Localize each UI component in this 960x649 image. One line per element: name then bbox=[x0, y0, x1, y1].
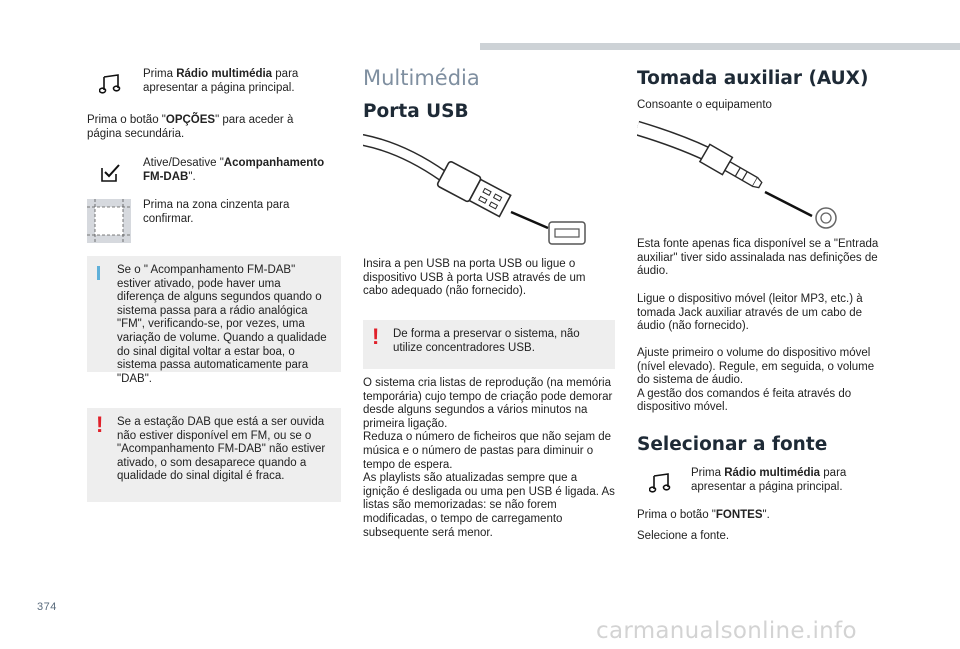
aux-paragraph-2: Ligue o dispositivo móvel (leitor MP3, etc.) à tomada Jack auxiliar através de um cabo de áudio (não fornecido). bbox=[637, 293, 863, 333]
info-note: Se o " Acompanhamento FM-DAB" estiver ativado, pode haver uma diferença de alguns segundos quando o sistema passa para a rádio analógica "FM", verificando-se, por vezes, uma variação de volume. Quando a qualidade do sinal digital voltar a estar boa, o sistema passa automaticamente para "DAB". bbox=[87, 256, 341, 372]
step-confirm bbox=[87, 199, 342, 243]
heading-select-source: Selecionar a fonte bbox=[637, 434, 828, 455]
step-toggle-fm-dab bbox=[87, 157, 342, 184]
options-paragraph: Prima o botão "OPÇÕES" para aceder à página secundária. bbox=[87, 114, 294, 140]
step-text: Prima na zona cinzenta para confirmar. bbox=[143, 199, 290, 225]
page-number: 374 bbox=[37, 601, 57, 613]
exclamation-icon: ! bbox=[96, 412, 104, 437]
step-radio-multimedia bbox=[87, 68, 342, 95]
info-bar-icon bbox=[97, 266, 100, 280]
step-radio-multimedia-2 bbox=[637, 467, 897, 494]
watermark: carmanualsonline.info bbox=[596, 618, 857, 644]
fontes-paragraph: Prima o botão "FONTES". bbox=[637, 509, 770, 521]
music-note-icon bbox=[649, 473, 691, 493]
warning-note-dab: ! Se a estação DAB que está a ser ouvida não estiver disponível em FM, ou se o "Acompanhamento FM-DAB" não estiver ativado, o som desaparece quando a qualidade do sinal digital é fraca. bbox=[87, 408, 341, 502]
aux-paragraph-3: Ajuste primeiro o volume do dispositivo móvel (nível elevado). Regule, em seguida, o volume do sistema de áudio. A gestão dos comandos é feita através do dispositivo móvel. bbox=[637, 347, 875, 414]
checkbox-icon bbox=[101, 164, 143, 182]
step-text: Ative/Desative "Acompanhamento FM-DAB". bbox=[143, 157, 325, 183]
usb-paragraph-1: Insira a pen USB na porta USB ou ligue o dispositivo USB à porta USB através de um cabo adequado (não fornecido). bbox=[363, 258, 586, 298]
select-source-paragraph: Selecione a fonte. bbox=[637, 530, 730, 542]
music-note-icon bbox=[99, 74, 143, 94]
exclamation-icon: ! bbox=[372, 324, 380, 349]
step-text: Prima Rádio multimédia para apresentar a página principal. bbox=[691, 467, 847, 493]
step-text: Prima Rádio multimédia para apresentar a página principal. bbox=[143, 68, 299, 94]
heading-usb: Porta USB bbox=[363, 101, 469, 122]
top-bar bbox=[480, 43, 960, 50]
usb-plug-illustration bbox=[363, 128, 593, 248]
aux-intro: Consoante o equipamento bbox=[637, 99, 772, 111]
grey-zone-icon bbox=[87, 199, 143, 243]
jack-plug-illustration bbox=[637, 120, 867, 235]
warning-note-usb: ! De forma a preservar o sistema, não utilize concentradores USB. bbox=[363, 320, 615, 369]
section-title: Multimédia bbox=[363, 66, 480, 90]
usb-paragraph-2: O sistema cria listas de reprodução (na memória temporária) cujo tempo de criação pode demorar desde alguns segundos a vários minutos na primeira ligação. Reduza o número de ficheiros que não sejam de música e o número de pastas para diminuir o tempo de espera. As playlists são atualizadas sempre que a ignição é desligada ou uma pen USB é ligada. As listas são memorizadas: se não forem modificadas, o tempo de carregamento subsequente será menor. bbox=[363, 377, 615, 539]
aux-paragraph-1: Esta fonte apenas fica disponível se a "Entrada auxiliar" tiver sido assinalada nas definições de áudio. bbox=[637, 238, 879, 278]
heading-aux: Tomada auxiliar (AUX) bbox=[637, 68, 869, 89]
